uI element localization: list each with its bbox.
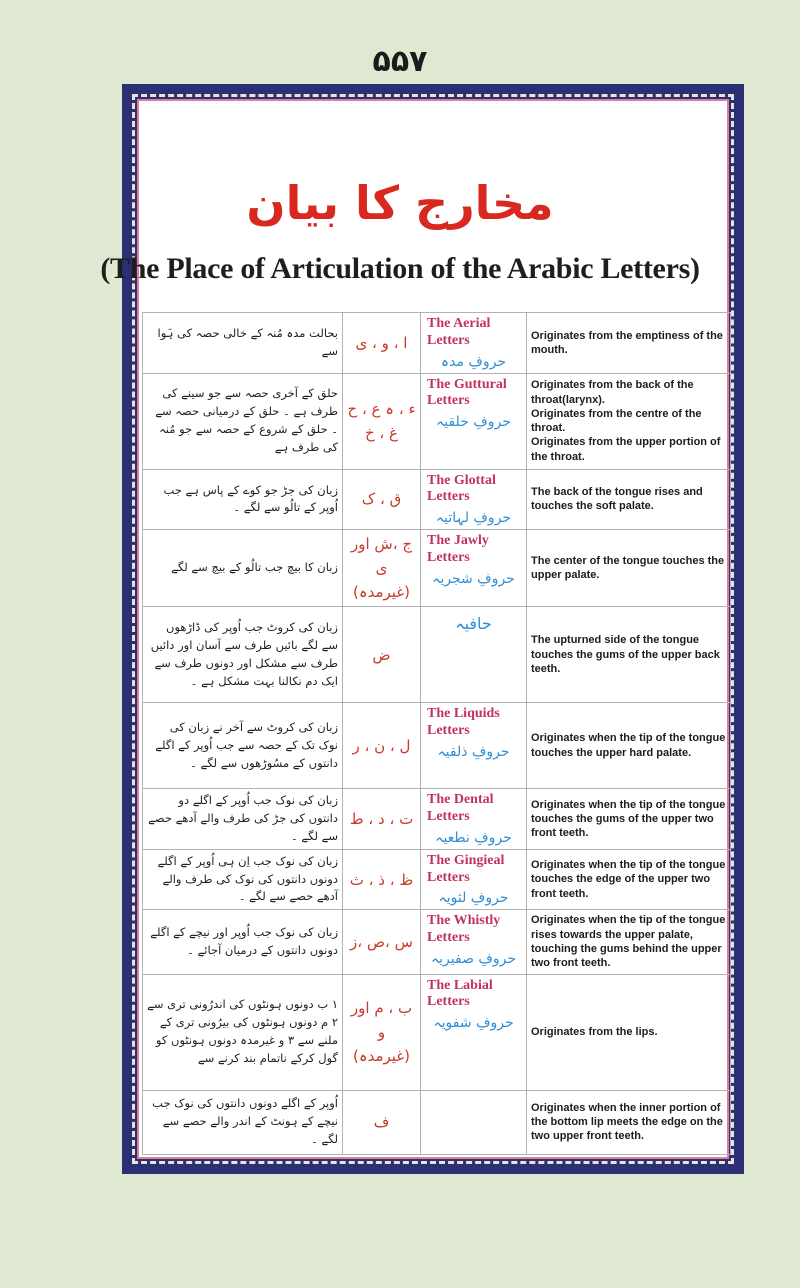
origin-line: Originates from the centre of the throat.	[531, 407, 702, 435]
origin-line: Originates from the upper portion of the throat.	[531, 436, 721, 463]
articulation-table	[142, 312, 731, 1155]
urdu-description: زبان کی کروٹ سے آخر نے زبان کی نوک تک کے حصہ سے جب اُوپر کے اگلے دانتوں کے مسُوڑھوں سے لگے ۔	[143, 703, 343, 789]
letter-group-name	[421, 373, 527, 469]
origin-line: Originates from the back of the throat(larynx).	[531, 379, 694, 406]
origin-description	[527, 373, 731, 469]
group-name-english: The Gingieal Letters	[427, 852, 505, 885]
group-name-english: The Guttural Letters	[427, 376, 507, 409]
origin-line: Originates from the emptiness of the mouth.	[531, 329, 723, 356]
letter-group-name	[421, 789, 527, 850]
origin-description	[527, 530, 731, 607]
table-row	[143, 313, 731, 374]
origin-line: Originates when the inner portion of the bottom lip meets the edge on the two upper front teeth.	[531, 1101, 723, 1143]
arabic-letters: ض	[343, 607, 421, 703]
arabic-letters: ا ، و ، ی	[343, 313, 421, 374]
urdu-description: اُوپر کے اگلے دونوں دانتوں کی نوک جب نیچے کے ہونٹ کے اندر والے حصے سے لگے ۔	[143, 1090, 343, 1154]
origin-line: Originates from the lips.	[531, 1025, 658, 1038]
letter-group-name	[421, 313, 527, 374]
group-name-urdu: حروفِ شجریہ	[432, 570, 515, 587]
arabic-letters: ب ، م اور و (غیرمدہ)	[343, 974, 421, 1090]
letter-group-name	[421, 703, 527, 789]
table-row	[143, 1090, 731, 1154]
group-name-urdu: حروفِ لثویہ	[438, 890, 509, 907]
origin-line: Originates when the tip of the tongue touches the upper hard palate.	[531, 732, 726, 759]
letter-group-name	[421, 974, 527, 1090]
origin-description	[527, 974, 731, 1090]
origin-description	[527, 703, 731, 789]
urdu-description: زبان کی نوک جب اُوپر اور نیچے کے اگلے دونوں دانتوں کے درمیان آجائے ۔	[143, 910, 343, 974]
letter-group-name	[421, 530, 527, 607]
group-name-english: The Aerial Letters	[427, 316, 491, 348]
urdu-description: حلق کے آخری حصہ سے جو سینے کی طرف ہے ۔ حلق کے درمیانی حصہ سے ۔ حلق کے شروع کے حصہ سے جو مُنہ کی طرف ہے	[143, 373, 343, 469]
group-name-urdu: حروفِ ذلقیہ	[437, 743, 510, 760]
letter-group-name	[421, 469, 527, 530]
arabic-letters: س ،ص ،ز	[343, 910, 421, 974]
group-name-english: The Liquids Letters	[427, 706, 500, 738]
table-row	[143, 703, 731, 789]
arabic-letters: ت ، د ، ط	[343, 789, 421, 850]
origin-description	[527, 849, 731, 910]
table-row	[143, 373, 731, 469]
origin-line: The center of the tongue touches the upper palate.	[531, 554, 725, 582]
table-row	[143, 789, 731, 850]
group-name-urdu: حروفِ شفویہ	[433, 1015, 514, 1032]
group-name-english: The Whistly Letters	[427, 913, 501, 946]
letter-group-name	[421, 1090, 527, 1154]
group-name-english: The Jawly Letters	[427, 533, 489, 565]
english-title: (The Place of Articulation of the Arabic Letters)	[100, 252, 700, 285]
urdu-description: زبان کی نوک جب اُوپر کے اگلے دو دانتوں کی جڑ کی طرف والے آدھے حصے سے لگے ۔	[143, 789, 343, 850]
arabic-letters: ف	[343, 1090, 421, 1154]
letter-group-name	[421, 910, 527, 974]
origin-description	[527, 469, 731, 530]
origin-description	[527, 910, 731, 974]
arabic-letters: ء ، ہ ع ، ح غ ، خ	[343, 373, 421, 469]
table-row	[143, 530, 731, 607]
origin-description	[527, 607, 731, 703]
origin-line: The back of the tongue rises and touches the soft palate.	[531, 486, 703, 513]
urdu-title: مخارج کا بیان	[246, 176, 554, 230]
urdu-description: ۱ ب دونوں ہونٹوں کی اندرُونی تری سے ۲ م دونوں ہونٹوں کی بیرُونی تری کے ملنے سے ۳ و غیرمدہ دونوں ہونٹوں کو گول کرکے ناتمام بند کرنے سے	[143, 974, 343, 1090]
origin-line: Originates when the tip of the tongue rises towards the upper palate, touching the gums behind the upper two front teeth.	[531, 914, 726, 970]
urdu-description: زبان کی جڑ جو کوے کے پاس ہے جب اُوپر کے تالُو سے لگے ۔	[143, 469, 343, 530]
urdu-description: زبان کی نوک جب اِن ہی اُوپر کے اگلے دونوں دانتوں کی نوک کی طرف والے آدھے حصے سے لگے ۔	[143, 849, 343, 910]
letter-group-name	[421, 849, 527, 910]
group-name-urdu: حافیہ	[455, 614, 492, 634]
arabic-letters: ق ، ک	[343, 469, 421, 530]
table-row	[143, 469, 731, 530]
table-row	[143, 974, 731, 1090]
origin-line: Originates when the tip of the tongue touches the edge of the upper two front teeth.	[531, 859, 726, 900]
letter-group-name	[421, 607, 527, 703]
group-name-urdu: حروفِ مدہ	[440, 353, 507, 370]
urdu-description: زبان کی کروٹ جب اُوپر کی ڈاڑھوں سے لگے بائیں طرف سے آسان اور دائیں طرف سے مشکل اور دونوں طرف سے ایک دم نکالنا بہت مشکل ہے ۔	[143, 607, 343, 703]
origin-description	[527, 1090, 731, 1154]
origin-line: The upturned side of the tongue touches the gums of the upper back teeth.	[531, 634, 720, 675]
arabic-letters: ل ، ن ، ر	[343, 703, 421, 789]
group-name-urdu: حروفِ نطعیہ	[435, 829, 512, 846]
table-row	[143, 910, 731, 974]
group-name-english: The Glottal Letters	[427, 472, 496, 505]
table-body	[143, 313, 731, 1155]
origin-line: Originates when the tip of the tongue touches the gums of the upper two front teeth.	[531, 798, 726, 840]
arabic-letters: ج ،ش اور ی (غیرمدہ)	[343, 530, 421, 607]
urdu-description: زبان کا بیچ جب تالُو کے بیچ سے لگے	[143, 530, 343, 607]
arabic-letters: ظ ، ذ ، ث	[343, 849, 421, 910]
group-name-english: The Labial Letters	[427, 977, 493, 1010]
origin-description	[527, 313, 731, 374]
table-row	[143, 607, 731, 703]
group-name-urdu: حروفِ صفیریہ	[430, 950, 517, 967]
group-name-urdu: حروفِ حلقیہ	[436, 414, 511, 431]
table-row	[143, 849, 731, 910]
page-number: ۵۵۷	[372, 44, 428, 79]
urdu-description: بحالت مدہ مُنہ کے خالی حصہ کی ہَوا سے	[143, 313, 343, 374]
origin-description	[527, 789, 731, 850]
group-name-urdu: حروفِ لہاتیہ	[435, 510, 512, 527]
group-name-english: The Dental Letters	[427, 792, 494, 824]
